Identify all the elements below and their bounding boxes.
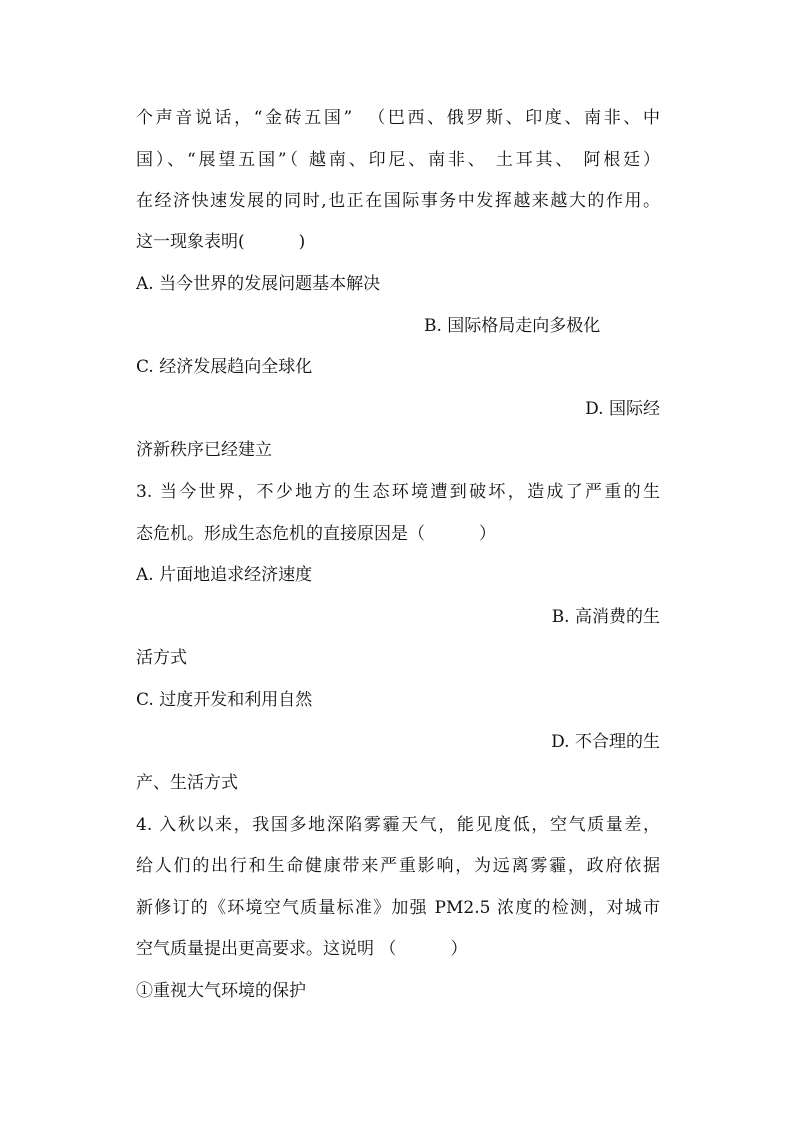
statement-1: ①重视大气环境的保护 xyxy=(136,981,306,1001)
text-line: 国）、“展望五国”（ 越南、印尼、南非、 土耳其、 阿根廷） xyxy=(136,150,660,170)
option-a: A. 当今世界的发展问题基本解决 xyxy=(136,274,381,294)
option-d: D. 不合理的生 xyxy=(551,732,660,752)
option-a: A. 片面地追求经济速度 xyxy=(136,565,313,585)
text-line: 在经济快速发展的同时,也正在国际事务中发挥越来越大的作用。 xyxy=(136,191,660,211)
question-4-stem: 4. 入秋以来，我国多地深陷雾霾天气，能见度低，空气质量差， xyxy=(136,815,660,835)
option-b: B. 高消费的生 xyxy=(551,607,660,627)
question-3-stem-continued: 态危机。形成生态危机的直接原因是（ ） xyxy=(136,524,497,544)
option-d-continued: 产、生活方式 xyxy=(136,773,238,793)
text-line: 个声音说话，“金砖五国” （巴西、俄罗斯、印度、南非、中 xyxy=(136,108,660,128)
option-b-continued: 活方式 xyxy=(136,648,187,668)
question-3-stem: 3. 当今世界，不少地方的生态环境遭到破坏，造成了严重的生 xyxy=(136,482,660,502)
question-4-stem-continued: 新修订的《环境空气质量标准》加强 PM2.5 浓度的检测，对城市 xyxy=(136,898,660,918)
option-d: D. 国际经 xyxy=(585,399,660,419)
question-4-stem-continued: 空气质量提出更高要求。这说明 （ ） xyxy=(136,939,468,959)
question-4-stem-continued: 给人们的出行和生命健康带来严重影响，为远离雾霾，政府依据 xyxy=(136,856,660,876)
option-c: C. 经济发展趋向全球化 xyxy=(136,357,313,377)
question-stem-line: 这一现象表明( ) xyxy=(136,232,306,252)
option-b: B. 国际格局走向多极化 xyxy=(424,316,601,336)
option-d-continued: 济新秩序已经建立 xyxy=(136,440,272,460)
option-c: C. 过度开发和利用自然 xyxy=(136,690,313,710)
